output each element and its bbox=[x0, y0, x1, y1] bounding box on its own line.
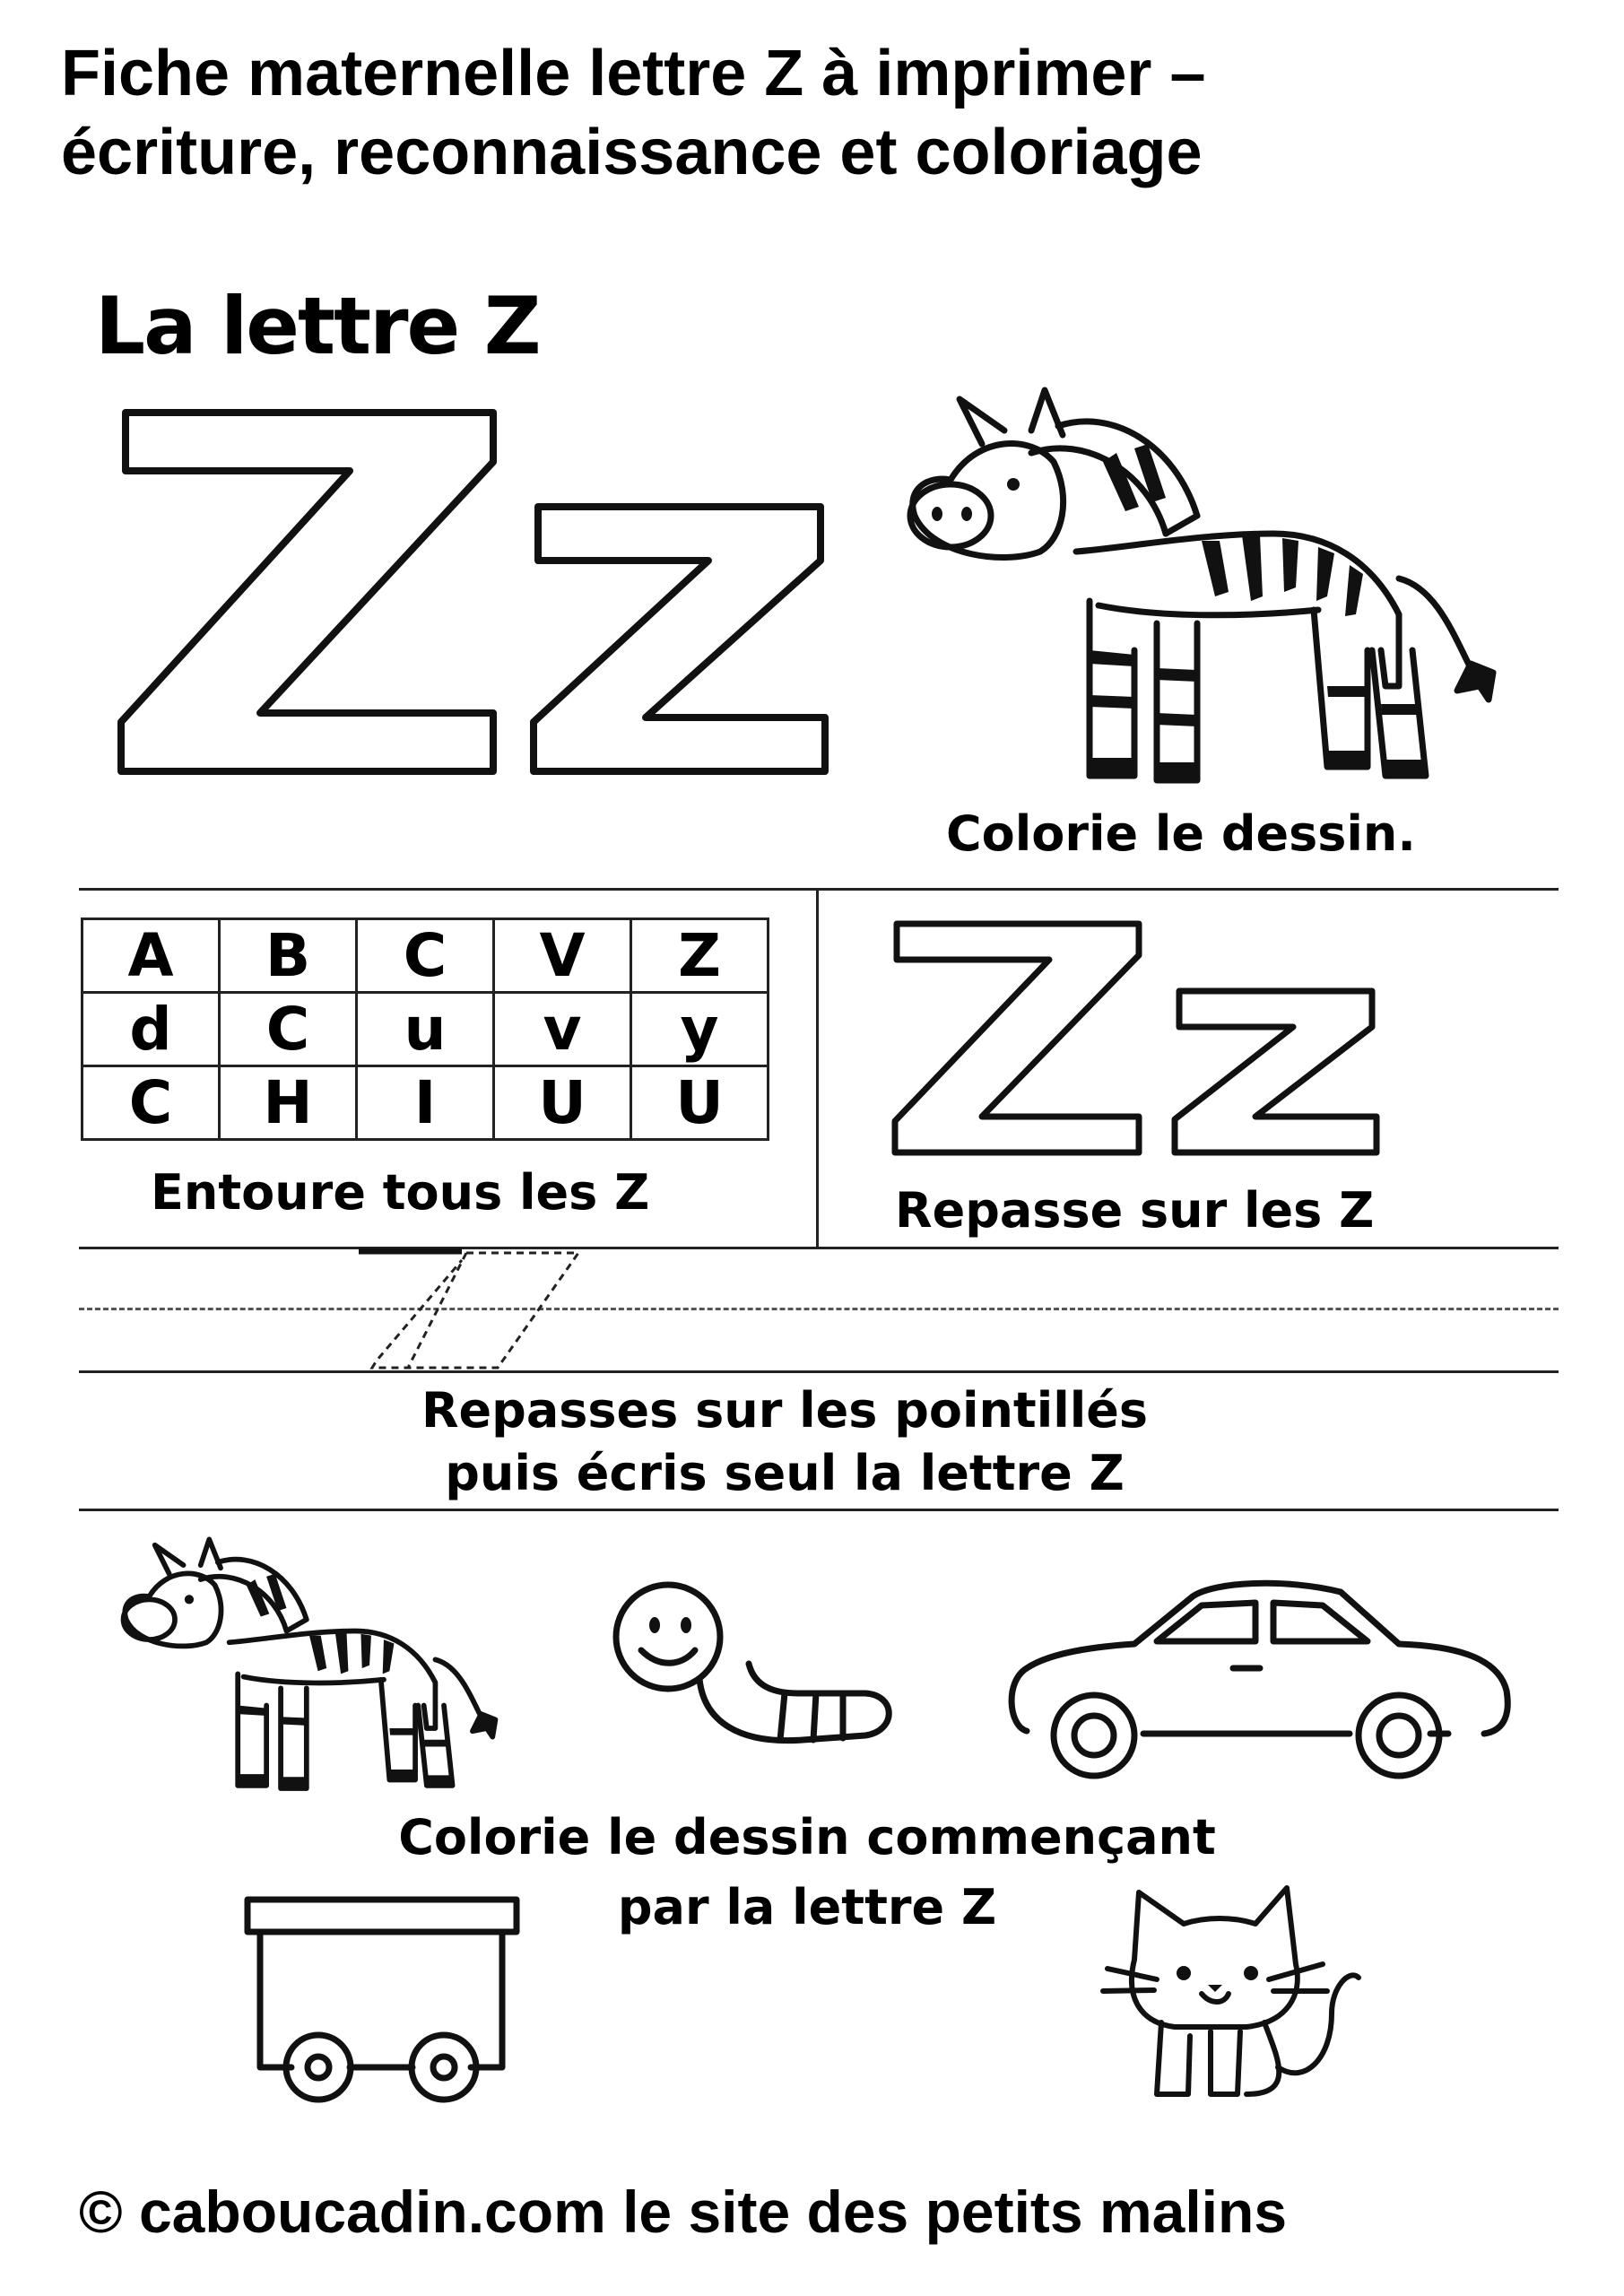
grid-cell[interactable]: C bbox=[357, 919, 494, 993]
grid-cell[interactable]: H bbox=[220, 1066, 357, 1140]
outline-uppercase-z bbox=[121, 413, 493, 771]
zebra-icon[interactable] bbox=[112, 1534, 507, 1803]
footer-copyright: © caboucadin.com le site des petits malins bbox=[79, 2179, 1288, 2245]
section-heading: La lettre Z bbox=[95, 280, 540, 372]
grid-cell[interactable]: v bbox=[494, 993, 631, 1066]
trace-instruction: Repasse sur les Z bbox=[895, 1182, 1375, 1239]
divider-vertical bbox=[816, 888, 819, 1247]
grid-row bbox=[83, 993, 769, 1066]
writing-instruction-line-1: Repasses sur les pointillés bbox=[421, 1382, 1149, 1439]
divider-1 bbox=[79, 888, 1559, 891]
grid-cell[interactable]: y bbox=[631, 993, 769, 1066]
worm-icon[interactable] bbox=[605, 1578, 901, 1758]
grid-instruction: Entoure tous les Z bbox=[151, 1164, 650, 1221]
grid-cell[interactable]: V bbox=[494, 919, 631, 993]
trace-outline-letters[interactable] bbox=[888, 915, 1390, 1166]
grid-row bbox=[83, 1066, 769, 1140]
grid-cell[interactable]: U bbox=[494, 1066, 631, 1140]
coloring-instruction-line-1: Colorie le dessin commençant bbox=[398, 1809, 1216, 1866]
grid-cell[interactable]: A bbox=[83, 919, 220, 993]
writing-instruction bbox=[269, 1379, 1300, 1505]
zebra-icon bbox=[897, 381, 1507, 803]
zebra-caption: Colorie le dessin. bbox=[946, 805, 1416, 862]
coloring-instruction-line-2: par la lettre Z bbox=[617, 1879, 997, 1935]
grid-cell[interactable]: u bbox=[357, 993, 494, 1066]
trace-uppercase-z bbox=[895, 924, 1139, 1152]
wagon-icon[interactable] bbox=[242, 1892, 529, 2108]
grid-cell[interactable]: C bbox=[83, 1066, 220, 1140]
outline-lowercase-z bbox=[534, 507, 825, 771]
title-line-1: Fiche maternelle lettre Z à imprimer – bbox=[61, 38, 1206, 109]
letter-grid bbox=[81, 918, 769, 1141]
trace-lowercase-z bbox=[1175, 991, 1376, 1152]
divider-4 bbox=[79, 1509, 1559, 1511]
grid-row bbox=[83, 919, 769, 993]
grid-cell[interactable]: d bbox=[83, 993, 220, 1066]
grid-cell[interactable]: Z bbox=[631, 919, 769, 993]
divider-3 bbox=[79, 1370, 1559, 1373]
page-title bbox=[61, 34, 1603, 192]
cat-icon[interactable] bbox=[1090, 1879, 1368, 2112]
grid-cell[interactable]: B bbox=[220, 919, 357, 993]
big-outline-letters bbox=[108, 395, 843, 789]
divider-2 bbox=[79, 1247, 1559, 1249]
grid-cell[interactable]: C bbox=[220, 993, 357, 1066]
writing-midline bbox=[79, 1308, 1559, 1310]
title-line-2: écriture, reconnaissance et coloriage bbox=[61, 117, 1203, 188]
dotted-z-guide[interactable] bbox=[354, 1249, 587, 1375]
grid-cell[interactable]: U bbox=[631, 1066, 769, 1140]
writing-instruction-line-2: puis écris seul la lettre Z bbox=[445, 1445, 1125, 1501]
car-icon[interactable] bbox=[1000, 1574, 1520, 1789]
grid-cell[interactable]: I bbox=[357, 1066, 494, 1140]
